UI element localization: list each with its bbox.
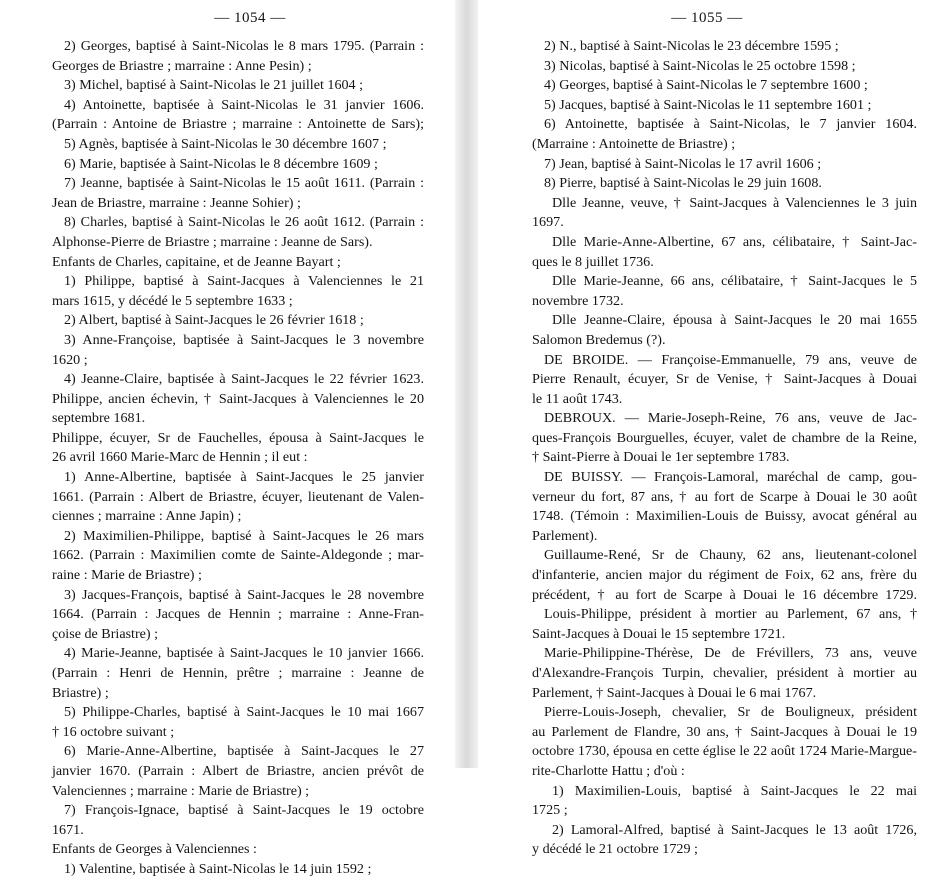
text-line: 4) Georges, baptisé à Saint-Nicolas le 7 septembre 1600 ; xyxy=(544,77,868,94)
text-line: verneur du fort, 87 ans, † au fort de Scarpe à Douai le 30 août xyxy=(532,488,917,505)
right-page-text xyxy=(532,37,917,860)
text-line: 2) Lamoral-Alfred, baptisé à Saint-Jacques le 13 août 1726, xyxy=(552,821,917,838)
book-gutter xyxy=(455,0,478,768)
text-line: 7) Jeanne, baptisée à Saint-Nicolas le 15 août 1611. (Parrain : xyxy=(64,175,424,192)
text-line: janvier 1670. (Parrain : Albert de Briastre, ancien prévôt de xyxy=(52,762,424,779)
text-line: rite-Charlotte Hattu ; d'où : xyxy=(532,762,685,779)
text-line: mars 1615, y décédé le 5 septembre 1633 ; xyxy=(52,292,293,309)
text-line: le 11 août 1743. xyxy=(532,390,623,407)
text-line: Valenciennes ; marraine : Marie de Briastre) ; xyxy=(52,782,310,799)
text-line: 3) Anne-Françoise, baptisée à Saint-Jacques le 3 novembre xyxy=(64,331,424,348)
text-line: 2) Maximilien-Philippe, baptisé à Saint-Jacques le 26 mars xyxy=(64,527,424,544)
text-line: octobre 1730, épousa en cette église le 22 août 1724 Marie-Margue- xyxy=(532,743,917,760)
text-line: 1661. (Parrain : Albert de Briastre, écuyer, lieutenant de Valen- xyxy=(52,488,424,505)
text-line: Parlement, † Saint-Jacques à Douai le 6 mai 1767. xyxy=(532,684,817,701)
text-line: 8) Pierre, baptisé à Saint-Nicolas le 29 juin 1608. xyxy=(544,175,822,192)
text-line: Jean de Briastre, marraine : Jeanne Sohier) ; xyxy=(52,194,301,211)
left-page xyxy=(0,0,455,877)
right-page xyxy=(478,0,946,858)
text-line: Enfants de Georges à Valenciennes : xyxy=(52,841,257,858)
text-line: 1620 ; xyxy=(52,351,88,368)
text-line: Pierre Renault, écuyer, Sr de Venise, † Saint-Jacques à Douai xyxy=(532,371,917,388)
text-line: Parlement). xyxy=(532,527,598,544)
left-page-number: — 1054 — xyxy=(214,10,286,26)
text-line: ques-François Bourguelles, écuyer, valet de chambre de la Reine, xyxy=(532,429,917,446)
text-line: 3) Jacques-François, baptisé à Saint-Jacques le 28 novembre xyxy=(64,586,424,603)
text-line: 2) Georges, baptisé à Saint-Nicolas le 8 mars 1795. (Parrain : xyxy=(64,38,424,54)
right-page-number: — 1055 — xyxy=(671,10,743,26)
text-line: 5) Philippe-Charles, baptisé à Saint-Jacques le 10 mai 1667 xyxy=(64,704,424,721)
text-line: 1) Maximilien-Louis, baptisé à Saint-Jacques le 22 mai xyxy=(552,782,917,799)
text-line: Philippe, écuyer, Sr de Fauchelles, épousa à Saint-Jacques le xyxy=(52,429,424,446)
text-line: Alphonse-Pierre de Briastre ; marraine : Jeanne de Sars). xyxy=(52,233,373,250)
text-line: 1697. xyxy=(532,214,564,231)
text-line: Marie-Philippine-Thérèse, De de Frévillers, 73 ans, veuve xyxy=(544,645,917,662)
text-line: Guillaume-René, Sr de Chauny, 62 ans, lieutenant-colonel xyxy=(544,547,917,564)
text-line: Enfants de Charles, capitaine, et de Jeanne Bayart ; xyxy=(52,253,341,270)
text-line: 5) Jacques, baptisé à Saint-Nicolas le 11 septembre 1601 ; xyxy=(544,96,872,113)
text-line: septembre 1681. xyxy=(52,410,146,427)
text-line: 1748. (Témoin : Maximilien-Louis de Buissy, avocat général au xyxy=(532,508,917,525)
text-line: novembre 1732. xyxy=(532,292,624,309)
text-line: Briastre) ; xyxy=(52,684,109,701)
text-line: (Parrain : Henri de Hennin, prêtre ; marraine : Jeanne de xyxy=(52,665,424,681)
text-line: 3) Nicolas, baptisé à Saint-Nicolas le 25 octobre 1598 ; xyxy=(544,57,856,74)
text-line: çoise de Briastre) ; xyxy=(52,625,159,642)
text-line: raine : Marie de Briastre) ; xyxy=(52,567,202,584)
text-line: 1664. (Parrain : Jacques de Hennin ; marraine : Anne-Fran- xyxy=(52,606,424,623)
text-line: 6) Marie, baptisée à Saint-Nicolas le 8 décembre 1609 ; xyxy=(64,155,378,172)
text-line: 1) Philippe, baptisé à Saint-Jacques à Valenciennes le 21 xyxy=(64,273,424,290)
text-line: DEBROUX. — Marie-Joseph-Reine, 76 ans, veuve de Jac- xyxy=(544,410,917,427)
text-line: 1662. (Parrain : Maximilien comte de Sainte-Aldegonde ; mar- xyxy=(52,547,424,564)
text-line: 1671. xyxy=(52,821,84,838)
text-line: 3) Michel, baptisé à Saint-Nicolas le 21 juillet 1604 ; xyxy=(64,77,364,94)
text-line: 4) Jeanne-Claire, baptisée à Saint-Jacques le 22 février 1623. xyxy=(64,371,424,388)
text-line: 1) Valentine, baptisée à Saint-Nicolas le 14 juin 1592 ; xyxy=(64,860,372,877)
text-line: précédent, † au fort de Scarpe à Douai le 16 décembre 1729. xyxy=(532,586,917,603)
text-line: 8) Charles, baptisé à Saint-Nicolas le 26 août 1612. (Parrain : xyxy=(64,214,424,231)
text-line: Dlle Marie-Anne-Albertine, 67 ans, célibataire, † Saint-Jac- xyxy=(552,233,917,250)
text-line: Dlle Jeanne-Claire, épousa à Saint-Jacques le 20 mai 1655 xyxy=(552,312,917,329)
text-line: DE BROIDE. — Françoise-Emmanuelle, 79 ans, veuve de xyxy=(544,351,917,368)
text-line: DE BUISSY. — François-Lamoral, maréchal de camp, gou- xyxy=(544,469,917,486)
text-line: 7) François-Ignace, baptisé à Saint-Jacques le 19 octobre xyxy=(64,802,424,819)
text-line: † 16 octobre suivant ; xyxy=(52,723,175,740)
text-line: Dlle Marie-Jeanne, 66 ans, célibataire, † Saint-Jacques le 5 xyxy=(552,273,917,290)
text-line: 2) Albert, baptisé à Saint-Jacques le 26 février 1618 ; xyxy=(64,312,364,329)
left-page-text xyxy=(52,37,424,880)
text-line: Dlle Jeanne, veuve, † Saint-Jacques à Valenciennes le 3 juin xyxy=(552,194,917,211)
text-line: 4) Marie-Jeanne, baptisée à Saint-Jacques le 10 janvier 1666. xyxy=(64,645,424,662)
text-line: † Saint-Pierre à Douai le 1er septembre 1783. xyxy=(532,449,790,466)
text-line: (Parrain : Antoine de Briastre ; marraine : Antoinette de Sars); xyxy=(52,116,424,133)
text-line: d'Alexandre-François Turpin, chevalier, président à mortier au xyxy=(532,665,917,681)
text-line: ciennes ; marraine : Anne Japin) ; xyxy=(52,508,242,525)
text-line: au Parlement de Flandre, 30 ans, † Saint-Jacques à Douai le 19 xyxy=(532,723,917,740)
text-line: 2) N., baptisé à Saint-Nicolas le 23 décembre 1595 ; xyxy=(544,38,839,54)
text-line: 1725 ; xyxy=(532,802,568,819)
text-line: 4) Antoinette, baptisée à Saint-Nicolas le 31 janvier 1606. xyxy=(64,96,424,113)
text-line: 6) Marie-Anne-Albertine, baptisée à Saint-Jacques le 27 xyxy=(64,743,424,760)
text-line: 6) Antoinette, baptisée à Saint-Nicolas, le 7 janvier 1604. xyxy=(544,116,917,133)
text-line: ques le 8 juillet 1736. xyxy=(532,253,654,270)
text-line: Georges de Briastre ; marraine : Anne Pesin) ; xyxy=(52,57,312,74)
text-line: Saint-Jacques à Douai le 15 septembre 1721. xyxy=(532,625,786,642)
text-line: 26 avril 1660 Marie-Marc de Hennin ; il eut : xyxy=(52,449,308,466)
text-line: 7) Jean, baptisé à Saint-Nicolas le 17 avril 1606 ; xyxy=(544,155,822,172)
text-line: d'infanterie, ancien major du régiment de Foix, 62 ans, frère du xyxy=(532,567,917,584)
text-line: y décédé le 21 octobre 1729 ; xyxy=(532,841,698,858)
text-line: Pierre-Louis-Joseph, chevalier, Sr de Bouligneux, président xyxy=(544,704,917,721)
text-line: Louis-Philippe, président à mortier au Parlement, 67 ans, † xyxy=(544,606,917,623)
text-line: Philippe, ancien échevin, † Saint-Jacques à Valenciennes le 20 xyxy=(52,390,424,407)
text-line: (Marraine : Antoinette de Briastre) ; xyxy=(532,135,736,152)
text-line: Salomon Bredemus (?). xyxy=(532,331,666,348)
text-line: 1) Anne-Albertine, baptisée à Saint-Jacques le 25 janvier xyxy=(64,469,424,486)
text-line: 5) Agnès, baptisée à Saint-Nicolas le 30 décembre 1607 ; xyxy=(64,135,387,152)
